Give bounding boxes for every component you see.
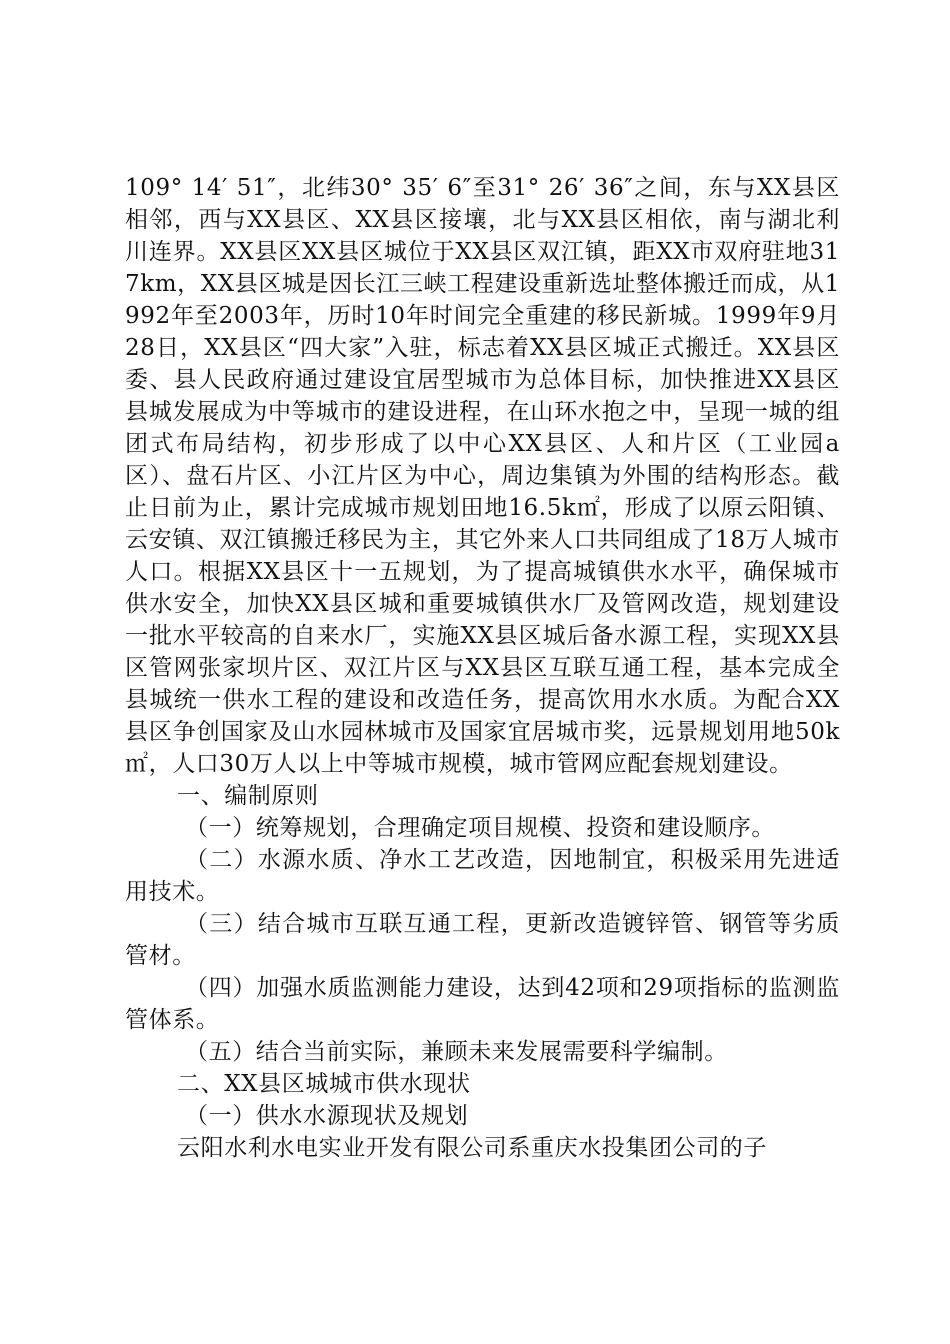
section-heading-water-supply-status: 二、XX县区城城市供水现状 <box>177 1071 471 1097</box>
principle-item-1: （一）统筹规划，合理确定项目规模、投资和建设顺序。 <box>185 815 775 841</box>
principle-item-5: （五）结合当前实际，兼顾未来发展需要科学编制。 <box>185 1039 728 1065</box>
document-body <box>125 172 840 1164</box>
section-heading-principles: 一、编制原则 <box>177 783 319 809</box>
subsection-heading-water-source: （一）供水水源现状及规划 <box>185 1103 469 1129</box>
principle-item-3: （三）结合城市互联互通工程，更新改造镀锌管、钢管等劣质管材。 <box>125 911 840 969</box>
body-paragraph: 云阳水利水电实业开发有限公司系重庆水投集团公司的子 <box>177 1135 767 1161</box>
intro-paragraph: 109° 14′ 51″，北纬30° 35′ 6″至31° 26′ 36″之间，东与XX县区相邻，西与XX县区、XX县区接壤，北与XX县区相依，南与湖北利川连界。XX县区XX县区城位于XX县区双江镇，距XX市双府驻地317km，XX县区城是因长江三峡工程建设重新选址整体搬迁而成，从1992年至2003年，历时10年时间完全重建的移民新城。1999年9月28日，XX县区“四大家”入驻，标志着XX县区城正式搬迁。XX县区委、县人民政府通过建设宜居型城市为总体目标，加快推进XX县区县城发展成为中等城市的建设进程，在山环水抱之中，呈现一城的组团式布局结构，初步形成了以中心XX县区、人和片区（工业园a区）、盘石片区、小江片区为中心，周边集镇为外围的结构形态。截止日前为止，累计完成城市规划田地16.5k㎡，形成了以原云阳镇、云安镇、双江镇搬迁移民为主，其它外来人口共同组成了18万人城市人口。根据XX县区十一五规划，为了提高城镇供水水平，确保城市供水安全，加快XX县区城和重要城镇供水厂及管网改造，规划建设一批水平较高的自来水厂，实施XX县区城后备水源工程，实现XX县区管网张家坝片区、双江片区与XX县区互联互通工程，基本完成全县城统一供水工程的建设和改造任务，提高饮用水水质。为配合XX县区争创国家及山水园林城市及国家宜居城市奖，远景规划用地50k㎡，人口30万人以上中等城市规模，城市管网应配套规划建设。 <box>125 175 840 777</box>
principle-item-4: （四）加强水质监测能力建设，达到42项和29项指标的监测监管体系。 <box>125 975 840 1033</box>
principle-item-2: （二）水源水质、净水工艺改造，因地制宜，积极采用先进适用技术。 <box>125 847 840 905</box>
